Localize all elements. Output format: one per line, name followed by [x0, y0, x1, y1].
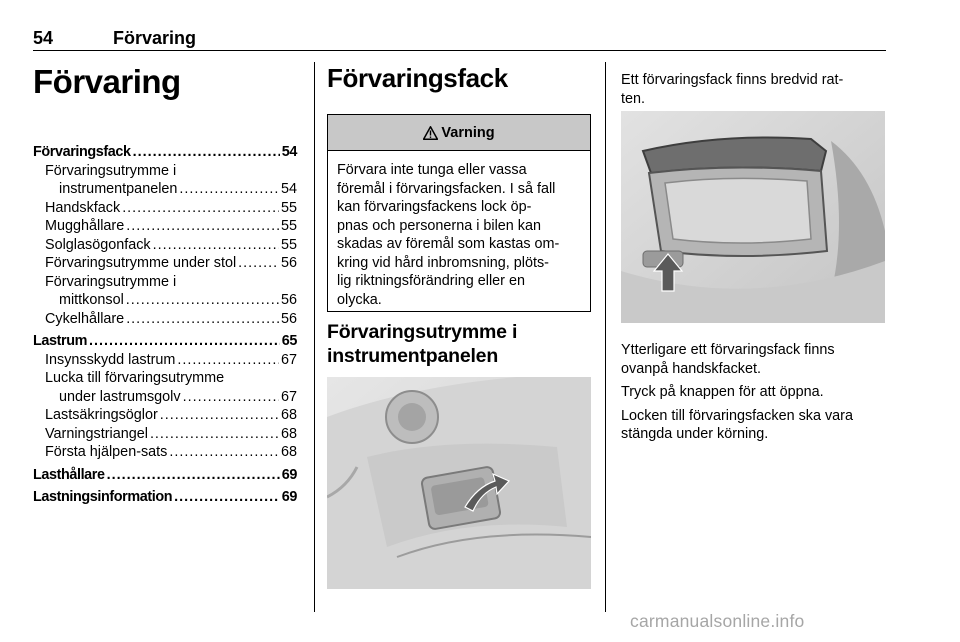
toc-entry-page: 54	[281, 144, 297, 160]
toc-entry-title: Lastsäkringsöglor	[45, 407, 158, 423]
toc-entry-page: 67	[280, 388, 297, 405]
toc-entry[interactable]	[33, 180, 297, 199]
warning-box	[327, 114, 591, 312]
paragraph-line: stängda under körning.	[621, 426, 769, 442]
intro-text	[621, 71, 886, 108]
toc-entry-title: Förvaringsutrymme under stol	[45, 255, 237, 271]
warning-triangle-icon	[423, 126, 438, 140]
toc-entry-title: Handskfack	[45, 199, 121, 216]
header-rule	[33, 50, 886, 51]
paragraph	[621, 407, 886, 444]
toc-entry-title: instrumentpanelen	[59, 181, 178, 197]
steering-wheel-storage-photo	[621, 111, 885, 323]
toc-entry[interactable]	[33, 273, 297, 292]
toc-chapter-entry[interactable]	[33, 332, 297, 351]
toc-entry[interactable]	[33, 199, 297, 218]
page-number: 54	[33, 28, 54, 48]
toc-entry-page: 68	[280, 444, 297, 460]
toc-entry-title: Förvaringsfack	[33, 144, 131, 160]
toc-entry-page: 68	[280, 425, 297, 442]
toc-entry-title: Förvaringsutrymme i	[45, 273, 177, 290]
toc-entry-page: 68	[280, 407, 297, 423]
toc-entry-title: Första hjälpen-sats	[45, 444, 168, 460]
warning-line: pnas och personerna i bilen kan	[337, 217, 542, 234]
toc-leader-dots	[107, 466, 280, 485]
toc-entry[interactable]	[33, 162, 297, 181]
toc-entry-title: under lastrumsgolv	[59, 388, 181, 405]
toc-entry-page: 56	[280, 255, 297, 271]
toc-entry-title: Insynsskydd lastrum	[45, 351, 176, 368]
toc-leader-dots	[153, 236, 279, 255]
toc-entry-title: Lastrum	[33, 333, 87, 349]
toc-leader-dots	[126, 217, 279, 236]
toc-leader-dots	[238, 254, 279, 273]
toc-entry-title: Cykelhållare	[45, 310, 125, 327]
toc-leader-dots	[174, 488, 280, 507]
intro-line: ten.	[621, 90, 646, 107]
toc-leader-dots	[133, 143, 280, 162]
toc-entry-title: mittkonsol	[59, 292, 124, 308]
toc-leader-dots	[160, 406, 279, 425]
toc-entry-title: Mugghållare	[45, 218, 125, 234]
toc-entry[interactable]	[33, 406, 297, 425]
toc-entry[interactable]	[33, 351, 297, 370]
warning-line: kan förvaringsfackens lock öp-	[337, 199, 532, 215]
toc-entry[interactable]	[33, 291, 297, 310]
toc-entry-title: Solglasögonfack	[45, 236, 151, 253]
warning-line: lig riktningsförändring eller en	[337, 273, 525, 289]
subsection-title-line: instrumentpanelen	[327, 345, 499, 367]
toc-entry-page: 65	[281, 333, 297, 349]
toc-entry[interactable]	[33, 254, 297, 273]
toc-leader-dots	[183, 388, 279, 407]
paragraph	[621, 341, 886, 378]
toc-entry-page: 55	[280, 199, 297, 216]
warning-line: Förvara inte tunga eller vassa	[337, 162, 527, 178]
column-divider-1	[314, 62, 315, 612]
intro-line: Ett förvaringsfack finns bredvid rat-	[621, 72, 844, 88]
running-header	[33, 28, 886, 52]
toc-entry[interactable]	[33, 236, 297, 255]
toc-chapter-entry[interactable]	[33, 488, 297, 507]
steering-side-compartment-illustration	[621, 111, 885, 323]
chapter-title: Förvaring	[33, 63, 181, 100]
warning-line: kring vid hård inbromsning, plöts-	[337, 254, 549, 271]
toc-entry-page: 55	[280, 218, 297, 234]
watermark-text: carmanualsonline.info	[630, 611, 805, 631]
warning-text	[328, 151, 590, 309]
toc-entry-page: 56	[280, 310, 297, 327]
running-section-title: Förvaring	[113, 28, 197, 48]
toc-entry-title: Varningstriangel	[45, 425, 148, 442]
toc-chapter-entry[interactable]	[33, 466, 297, 485]
toc-entry-title: Förvaringsutrymme i	[45, 162, 177, 179]
toc-leader-dots	[126, 310, 279, 329]
warning-heading: Varning	[441, 124, 495, 141]
toc-entry[interactable]	[33, 443, 297, 462]
toc-entry-page: 69	[281, 489, 297, 505]
body-text-column-3	[621, 341, 886, 449]
toc-entry[interactable]	[33, 425, 297, 444]
toc-entry-page: 67	[280, 351, 297, 368]
toc-leader-dots	[169, 443, 279, 462]
toc-entry-page: 55	[280, 236, 297, 253]
toc-leader-dots	[89, 332, 280, 351]
warning-header	[328, 115, 590, 151]
column-divider-2	[605, 62, 606, 612]
table-of-contents	[33, 143, 297, 507]
toc-leader-dots	[179, 180, 279, 199]
paragraph-line: ovanpå handskfacket.	[621, 360, 762, 377]
paragraph-line: Tryck på knappen för att öppna.	[621, 384, 824, 400]
instrument-panel-storage-photo	[327, 377, 591, 589]
paragraph-line: Locken till förvaringsfacken ska vara	[621, 407, 853, 424]
instrument-panel-illustration	[327, 377, 591, 589]
toc-entry[interactable]	[33, 388, 297, 407]
warning-line: föremål i förvaringsfacken. I så fall	[337, 180, 556, 197]
toc-entry[interactable]	[33, 369, 297, 388]
toc-leader-dots	[150, 425, 279, 444]
toc-entry-title: Lasthållare	[33, 466, 105, 483]
toc-leader-dots	[177, 351, 279, 370]
paragraph-line: Ytterligare ett förvaringsfack finns	[621, 342, 835, 358]
paragraph	[621, 383, 886, 402]
toc-entry-page: 69	[281, 466, 297, 483]
toc-leader-dots	[122, 199, 279, 218]
toc-entry-title: Lucka till förvaringsutrymme	[45, 370, 225, 386]
subsection-title	[327, 320, 597, 368]
toc-entry[interactable]	[33, 217, 297, 236]
warning-line: skadas av föremål som kastas om-	[337, 236, 560, 252]
toc-chapter-entry[interactable]	[33, 143, 297, 162]
toc-entry[interactable]	[33, 310, 297, 329]
toc-entry-title: Lastningsinformation	[33, 489, 173, 505]
section-title: Förvaringsfack	[327, 63, 508, 93]
toc-entry-page: 56	[280, 292, 297, 308]
warning-line: olycka.	[337, 291, 382, 308]
toc-entry-page: 54	[280, 181, 297, 197]
subsection-title-line: Förvaringsutrymme i	[327, 321, 518, 343]
toc-leader-dots	[126, 291, 279, 310]
